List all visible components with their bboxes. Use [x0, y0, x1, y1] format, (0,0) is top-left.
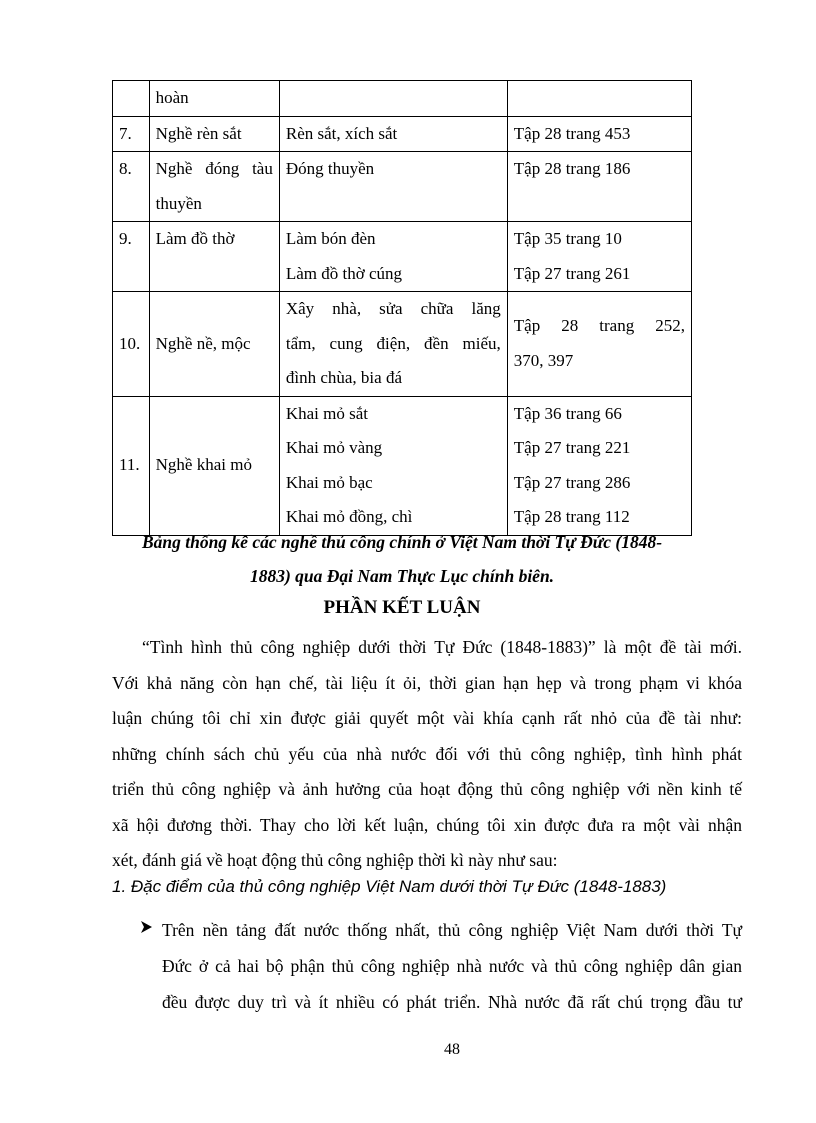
row-number: 10. [119, 333, 141, 353]
cell-text-line: Nghề đóng tàu [155, 159, 273, 178]
subsection-heading: 1. Đặc điểm của thủ công nghiệp Việt Nam dưới thời Tự Đức (1848-1883) [112, 877, 667, 896]
cell-text-line: hoàn [155, 88, 189, 107]
product-cell [279, 222, 507, 292]
table-row [113, 152, 692, 222]
cell-text-line [286, 81, 501, 116]
cell-text-line: 370, 397 [513, 350, 574, 370]
cell-text-line: thuyền [155, 193, 202, 213]
crafts-table [112, 80, 692, 536]
craft-name-cell [149, 116, 279, 152]
conclusion-paragraph [112, 630, 742, 879]
row-number-cell [113, 116, 150, 152]
cell-text-line: Tập 28 trang 186 [513, 159, 631, 178]
cell-text-line: Tập 27 trang 221 [513, 438, 631, 457]
craft-name-cell [149, 152, 279, 222]
cell-text-line: Khai mỏ bạc [285, 472, 373, 492]
row-number: 7. [119, 123, 132, 143]
bullet-line: Trên nền tảng đất nước thống nhất, thủ công nghiệp Việt Nam dưới thời Tự [162, 920, 742, 940]
cell-text-line: Tập 35 trang 10 [513, 229, 622, 248]
cell-text-line: Khai mỏ vàng [285, 438, 383, 457]
table-caption-line-1: Bảng thống kê các nghề thủ công chính ở Việt Nam thời Tự Đức (1848- [141, 532, 663, 552]
cell-text-line: Nghề rèn sắt [155, 123, 242, 143]
cell-text-line: Khai mỏ đồng, chì [285, 507, 413, 526]
bullet-item [162, 912, 742, 1020]
row-number-cell [113, 396, 150, 535]
cell-text-line: Tập 28 trang 252, [513, 316, 685, 336]
table-row [113, 396, 692, 535]
arrowhead-bullet-icon [140, 920, 153, 939]
crafts-table-body [113, 81, 692, 536]
craft-name-cell [149, 396, 279, 535]
cell-text-line: Đóng thuyền [285, 159, 375, 178]
row-number: 9. [119, 229, 132, 248]
cell-text-line: Làm đồ thờ cúng [285, 263, 403, 283]
cell-text-line: Tập 28 trang 112 [513, 507, 630, 526]
section-heading: PHẦN KẾT LUẬN [323, 597, 481, 618]
paragraph-line: triển thủ công nghiệp và ảnh hưởng của hoạt động thủ công nghiệp với nền kinh tế [112, 779, 742, 799]
row-number-cell [113, 81, 150, 117]
product-cell [279, 396, 507, 535]
row-number [119, 81, 143, 116]
table-row [113, 81, 692, 117]
row-number-cell [113, 152, 150, 222]
table-caption-line-2: 1883) qua Đại Nam Thực Lục chính biên. [249, 566, 555, 586]
cell-text-line: đình chùa, bia đá [285, 368, 402, 387]
source-reference-cell [507, 396, 691, 535]
cell-text-line: tẩm, cung điện, đền miếu, [285, 333, 501, 353]
row-number-cell [113, 222, 150, 292]
table-row [113, 222, 692, 292]
source-reference-cell [507, 152, 691, 222]
paragraph-line: Với khả năng còn hạn chế, tài liệu ít ỏi, thời gian hạn hẹp và trong phạm vi khóa [112, 672, 742, 693]
cell-text-line: Làm bón đèn [285, 229, 376, 248]
cell-text-line: Làm đồ thờ [155, 229, 235, 248]
paragraph-line: “Tình hình thủ công nghiệp dưới thời Tự Đức (1848-1883)” là một đề tài mới. [142, 637, 742, 657]
cell-text-line: Tập 27 trang 261 [513, 263, 631, 283]
paragraph-line: luận chúng tôi chỉ xin được giải quyết một vài khía cạnh rất nhỏ của đề tài như: [112, 708, 742, 728]
product-cell [279, 116, 507, 152]
table-row [113, 292, 692, 397]
cell-text-line [514, 81, 685, 116]
page-number: 48 [444, 1041, 460, 1058]
cell-text-line: Xây nhà, sửa chữa lăng [285, 299, 501, 318]
craft-name-cell [149, 292, 279, 397]
cell-text-line: Tập 28 trang 453 [513, 123, 631, 143]
source-reference-cell [507, 81, 691, 117]
row-number-cell [113, 292, 150, 397]
craft-name-cell [149, 222, 279, 292]
paragraph-line: xét, đánh giá về hoạt động thủ công nghiệp thời kì này như sau: [112, 850, 558, 870]
product-cell [279, 81, 507, 117]
source-reference-cell [507, 292, 691, 397]
cell-text-line: Nghề khai mỏ [155, 455, 252, 475]
cell-text-line: Rèn sắt, xích sắt [285, 123, 398, 143]
cell-text-line: Tập 27 trang 286 [513, 472, 631, 492]
paragraph-line: xã hội đương thời. Thay cho lời kết luận, chúng tôi xin được đưa ra một vài nhận [112, 814, 742, 835]
source-reference-cell [507, 222, 691, 292]
product-cell [279, 292, 507, 397]
source-reference-cell [507, 116, 691, 152]
craft-name-cell [149, 81, 279, 117]
row-number: 8. [119, 159, 132, 178]
cell-text-line: Nghề nề, mộc [155, 333, 251, 353]
bullet-line: đều được duy trì và ít nhiều có phát triển. Nhà nước đã rất chú trọng đầu tư [162, 992, 742, 1012]
bullet-line: Đức ở cả hai bộ phận thủ công nghiệp nhà nước và thủ công nghiệp dân gian [162, 956, 742, 976]
product-cell [279, 152, 507, 222]
row-number: 11. [119, 455, 140, 475]
table-row [113, 116, 692, 152]
cell-text-line: Tập 36 trang 66 [513, 403, 622, 423]
cell-text-line: Khai mỏ sắt [285, 403, 369, 423]
paragraph-line: những chính sách chủ yếu của nhà nước đối với thủ công nghiệp, tình hình phát [112, 743, 742, 764]
